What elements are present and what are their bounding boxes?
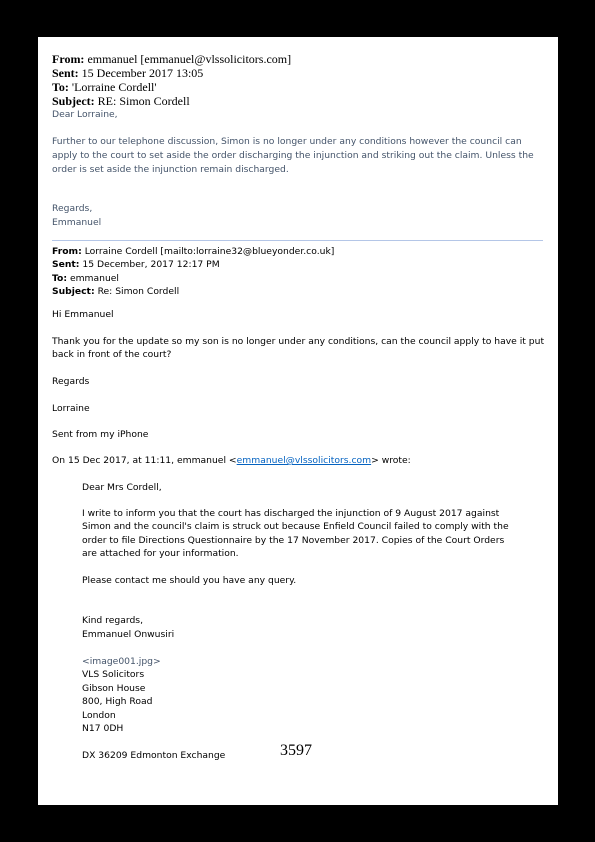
image-placeholder: <image001.jpg> <box>82 656 161 667</box>
quote-intro: On 15 Dec 2017, at 11:11, emmanuel <emmanuel@vlssolicitors.com> wrote: <box>52 455 411 466</box>
quoted-name: Emmanuel Onwusiri <box>82 629 175 640</box>
email2-from: Lorraine Cordell [mailto:lorraine32@blueyonder.co.uk] <box>84 246 335 257</box>
email2-greeting: Hi Emmanuel <box>52 309 114 320</box>
email2-subject-line: Subject: Re: Simon Cordell <box>52 286 180 298</box>
email1-body: Further to our telephone discussion, Simon is no longer under any conditions however the council can apply to the court to set aside the order discharging the injunction and striking out the claim. Unless the order is set aside the injunction remain discharged. <box>52 136 534 175</box>
quoted-para2: Please contact me should you have any query. <box>82 575 297 586</box>
quote-email-link[interactable]: emmanuel@vlssolicitors.com <box>236 455 372 466</box>
email2-signoff: Regards <box>52 376 90 387</box>
email2-sent: 15 December, 2017 12:17 PM <box>82 259 220 271</box>
email2-to-line: To: emmanuel <box>52 272 119 284</box>
quoted-para1: I write to inform you that the court has discharged the injunction of 9 August 2017 against Simon and the council's claim is struck out because Enfield Council failed to comply with the order to file Directions Questionnaire by the 17 November 2017. Copies of the Court Orders are attached for your information. <box>82 508 509 560</box>
document-page <box>38 37 558 805</box>
email2-to: emmanuel <box>69 272 119 284</box>
email2-subject: Re: Simon Cordell <box>97 286 180 298</box>
address-line: VLS Solicitors <box>82 669 145 680</box>
email1-greeting: Dear Lorraine, <box>52 109 118 120</box>
email1-from: emmanuel [emmanuel@vlssolicitors.com] <box>87 52 292 66</box>
email2-from-line: From: Lorraine Cordell [mailto:lorraine32@blueyonder.co.uk] <box>52 246 335 257</box>
address-line: Gibson House <box>82 683 146 694</box>
email2-body: Thank you for the update so my son is no longer under any conditions, can the council apply to have it put back in front of the court? <box>52 336 545 361</box>
email1-name: Emmanuel <box>52 217 102 228</box>
page-number: 3597 <box>280 742 312 759</box>
divider-line <box>52 240 543 241</box>
email2-header <box>52 245 547 299</box>
quoted-greeting: Dear Mrs Cordell, <box>82 482 162 493</box>
dx-line: DX 36209 Edmonton Exchange <box>82 750 226 761</box>
email2-name: Lorraine <box>52 403 90 414</box>
address-line: 800, High Road <box>82 696 153 707</box>
email1-signoff: Regards, <box>52 203 93 214</box>
email2-sent-line: Sent: 15 December, 2017 12:17 PM <box>52 259 220 271</box>
email1-sent: 15 December 2017 13:05 <box>81 66 204 80</box>
quoted-signoff: Kind regards, <box>82 615 143 626</box>
email1-to-line: To: 'Lorraine Cordell' <box>52 80 157 94</box>
address-line: N17 0DH <box>82 723 124 734</box>
email2-sent-from: Sent from my iPhone <box>52 429 149 440</box>
email1-subject: RE: Simon Cordell <box>97 94 190 108</box>
email1-subject-line: Subject: RE: Simon Cordell <box>52 94 190 108</box>
email1-sent-line: Sent: 15 December 2017 13:05 <box>52 66 204 80</box>
email1-header <box>52 52 291 108</box>
email1-to: 'Lorraine Cordell' <box>71 80 157 94</box>
address-line: London <box>82 710 116 721</box>
email1-from-line: From: emmanuel [emmanuel@vlssolicitors.com] <box>52 52 292 66</box>
